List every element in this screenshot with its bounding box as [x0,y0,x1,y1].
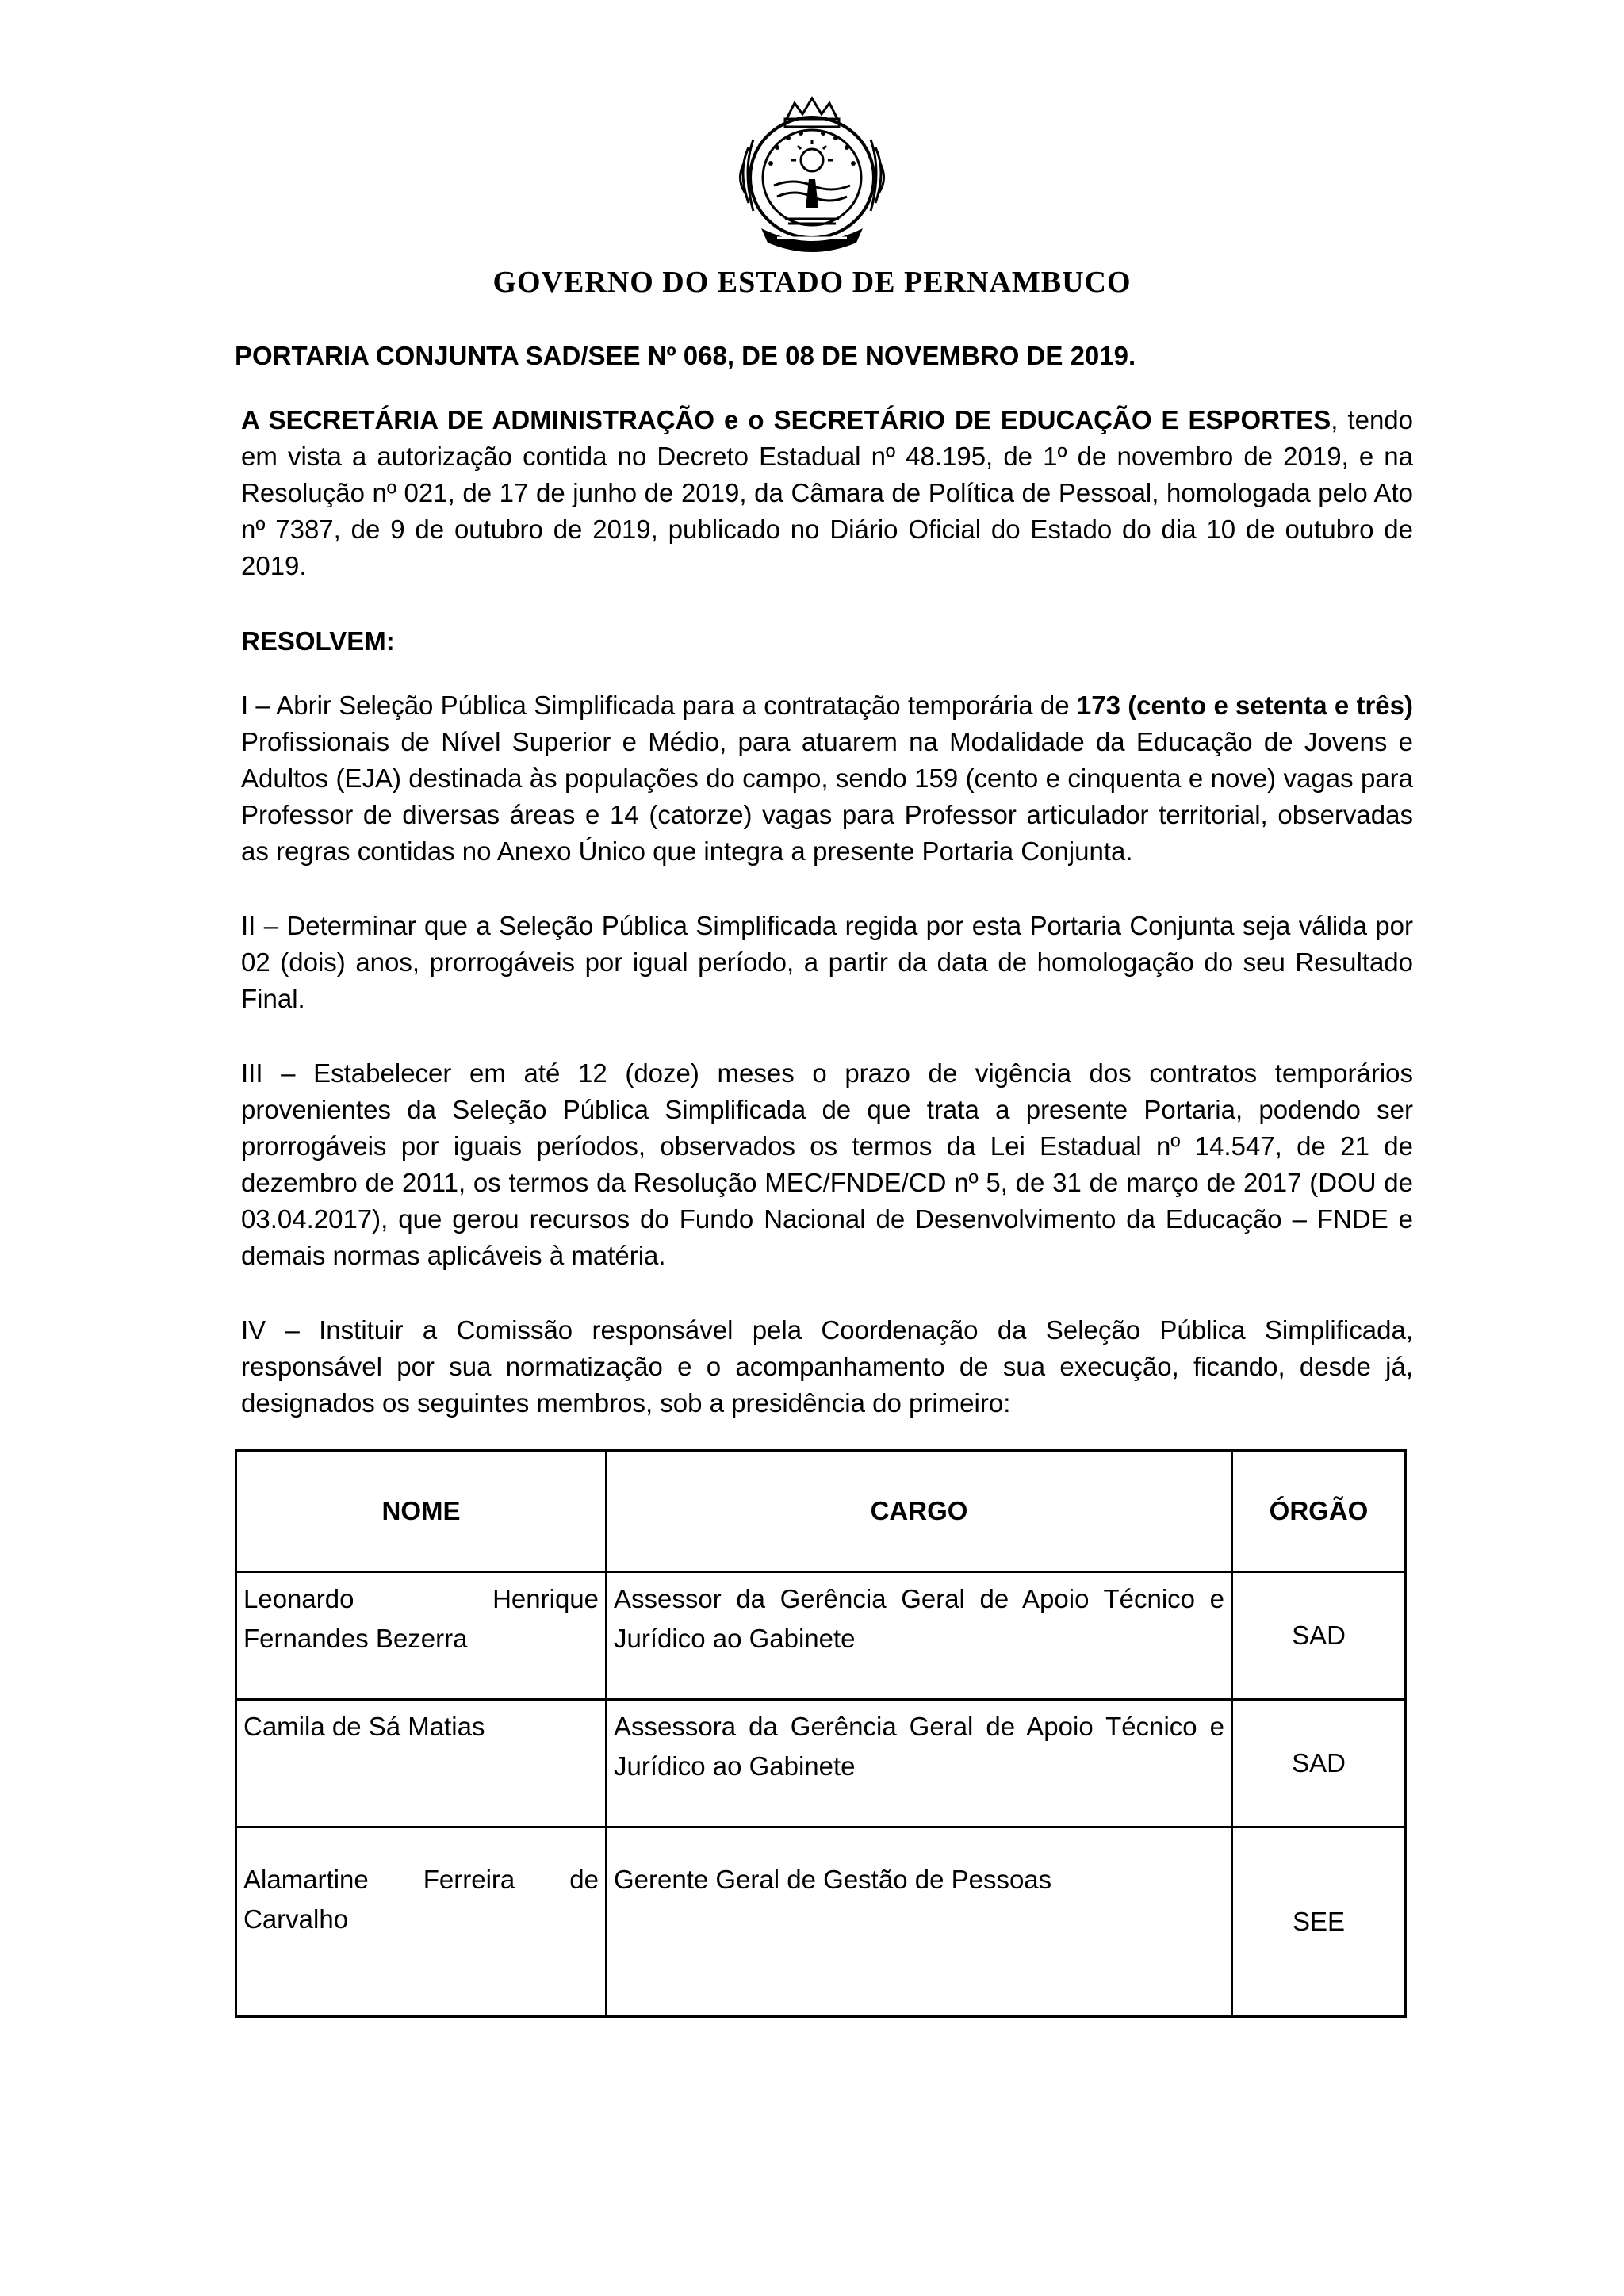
preamble-text: , tendo em vista a autorização contida no Decreto Estadual nº 48.195, de 1º de novembro de 2019, e na Resolução nº 021, de 17 de junho de 2019, da Câmara de Política de Pessoal, homologada pelo Ato nº 7387, de 9 de outubro de 2019, publicado no Diário Oficial do Estado do dia 10 de outubro de 2019. [241,405,1413,580]
table-row [236,1572,1406,1700]
header-orgao: ÓRGÃO [1232,1451,1406,1572]
member-cargo: Assessor da Gerência Geral de Apoio Técnico e Jurídico ao Gabinete [607,1572,1232,1700]
commission-members-table [235,1449,1407,2018]
item-i-paragraph [235,687,1413,870]
item-ii-paragraph: II – Determinar que a Seleção Pública Simplificada regida por esta Portaria Conjunta seja válida por 02 (dois) anos, prorrogáveis por igual período, a partir da data de homologação do seu Resultado Final. [241,911,1413,1013]
government-title: GOVERNO DO ESTADO DE PERNAMBUCO [492,266,1132,299]
member-cargo: Assessora da Gerência Geral de Apoio Técnico e Jurídico ao Gabinete [607,1700,1232,1827]
header-cargo: CARGO [607,1451,1232,1572]
table-row [236,1827,1406,2017]
preamble-bold-lead: A SECRETÁRIA DE ADMINISTRAÇÃO e o SECRETÁRIO DE EDUCAÇÃO E ESPORTES [241,405,1331,434]
item-i-bold: 173 (cento e setenta e três) [1076,691,1413,720]
member-cargo: Gerente Geral de Gestão de Pessoas [607,1827,1232,2017]
member-nome: Leonardo Henrique Fernandes Bezerra [236,1572,607,1700]
member-orgao: SAD [1232,1700,1406,1827]
resolvem-heading: RESOLVEM: [241,626,395,656]
table-row [236,1700,1406,1827]
item-iv-paragraph: IV – Instituir a Comissão responsável pela Coordenação da Seleção Pública Simplificada, responsável por sua normatização e o acompanhamento de sua execução, ficando, desde já, designados os seguintes membros, sob a presidência do primeiro: [241,1315,1413,1418]
member-nome: Alamartine Ferreira de Carvalho [236,1827,607,2017]
member-orgao: SEE [1232,1827,1406,2017]
member-orgao: SAD [1232,1572,1406,1700]
item-iii-paragraph: III – Estabelecer em até 12 (doze) meses o prazo de vigência dos contratos temporários provenientes da Seleção Pública Simplificada de que trata a presente Portaria, podendo ser prorrogáveis por iguais períodos, observados os termos da Lei Estadual nº 14.547, de 21 de dezembro de 2011, os termos da Resolução MEC/FNDE/CD nº 5, de 31 de março de 2017 (DOU de 03.04.2017), que gerou recursos do Fundo Nacional de Desenvolvimento da Educação – FNDE e demais normas aplicáveis à matéria. [241,1058,1413,1270]
item-i-before: I – Abrir Seleção Pública Simplificada para a contratação temporária de [241,691,1077,720]
portaria-title: PORTARIA CONJUNTA SAD/SEE Nº 068, DE 08 DE NOVEMBRO DE 2019. [235,341,1136,370]
member-nome: Camila de Sá Matias [236,1700,607,1827]
item-i-after: Profissionais de Nível Superior e Médio, para atuarem na Modalidade da Educação de Jovens e Adultos (EJA) destinada às populações do campo, sendo 159 (cento e cinquenta e nove) vagas para Professor de diversas áreas e 14 (catorze) vagas para Professor articulador territorial, observadas as regras contidas no Anexo Único que integra a presente Portaria Conjunta. [241,727,1413,866]
preamble-paragraph [235,402,1413,584]
table-header-row [236,1451,1406,1572]
pernambuco-coat-of-arms-icon [730,92,894,257]
header-nome: NOME [236,1451,607,1572]
